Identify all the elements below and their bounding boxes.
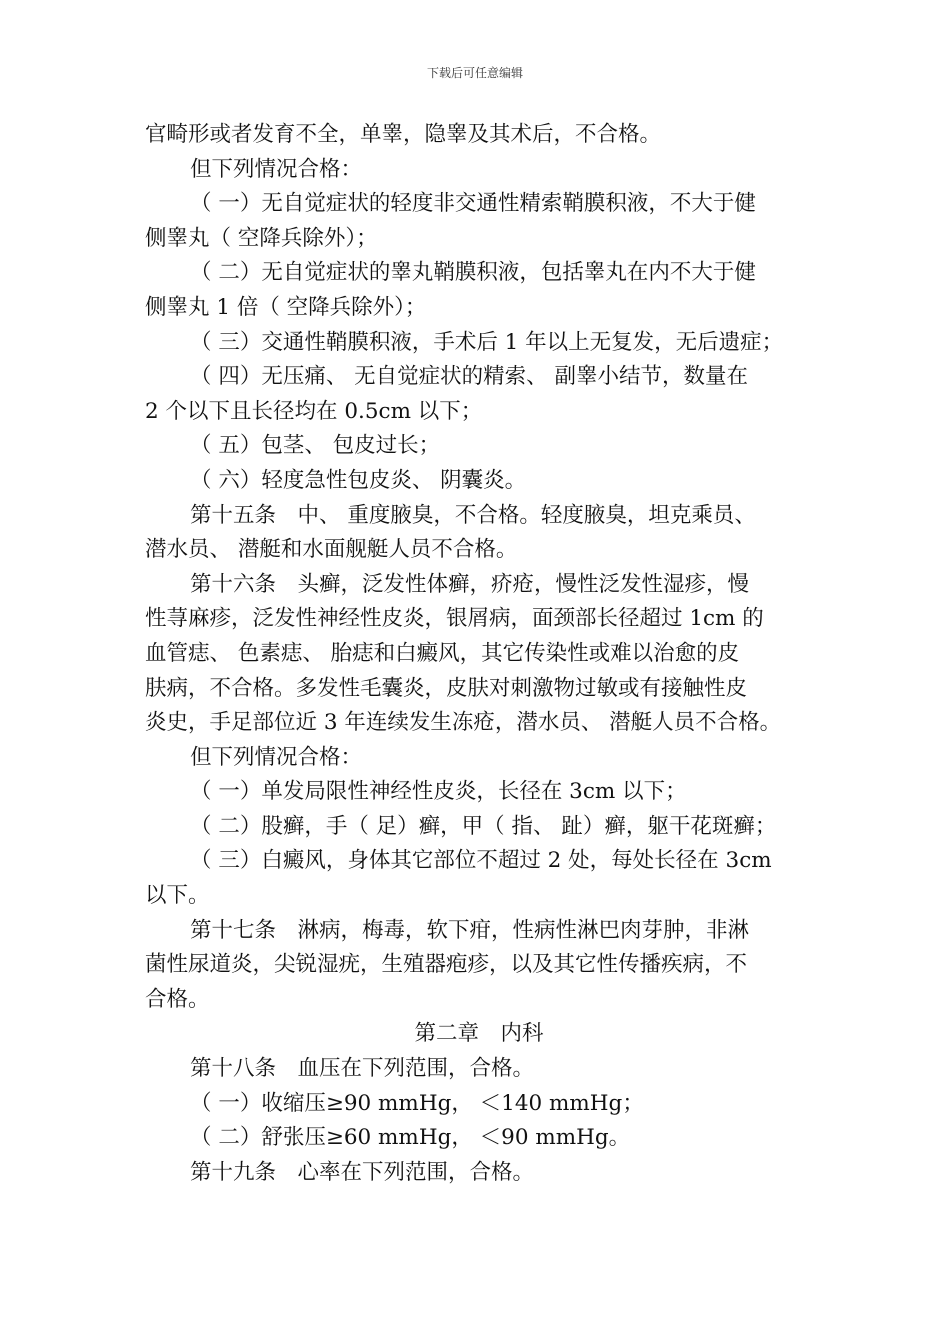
text-line: （ 二）股癣，手（ 足）癣，甲（ 指、 趾）癣，躯干花斑癣； [190,813,777,839]
text-line: 侧睾丸（ 空降兵除外）； [145,225,378,251]
text-line: （ 四）无压痛、 无自觉症状的精索、 副睾小结节，数量在 [190,364,749,390]
text-line: 但下列情况合格： [190,156,363,182]
text-line: 第十六条 头癣，泛发性体癣，疥疮，慢性泛发性湿疹，慢 [190,571,750,597]
text-line: 2 个以下且长径均在 0.5cm 以下； [145,398,483,424]
text-line: 血管痣、 色素痣、 胎痣和白癜风，其它传染性或难以治愈的皮 [145,640,740,666]
text-line: 官畸形或者发育不全，单睾，隐睾及其术后，不合格。 [145,122,662,147]
text-line: （ 二）无自觉症状的睾丸鞘膜积液，包括睾丸在内不大于健 [190,260,756,286]
text-line: （ 三）白癜风，身体其它部位不超过 2 处，每处长径在 3cm [190,848,772,874]
text-line: （ 二）舒张压≥60 mmHg， ＜90 mmHg。 [190,1125,631,1151]
text-line: 第十九条 心率在下列范围，合格。 [190,1159,535,1185]
document-body [145,118,813,1190]
text-line: （ 一）收缩压≥90 mmHg， ＜140 mmHg； [190,1090,644,1116]
text-line: 合格。 [145,986,210,1012]
page-header: 下载后可任意编辑 [426,66,523,80]
text-line: 侧睾丸 1 倍（ 空降兵除外）； [145,294,427,320]
text-line: 肤病，不合格。多发性毛囊炎，皮肤对刺激物过敏或有接触性皮 [145,675,748,701]
text-line: 潜水员、 潜艇和水面舰艇人员不合格。 [145,537,518,563]
text-line: （ 三）交通性鞘膜积液，手术后 1 年以上无复发，无后遗症； [190,329,784,355]
text-line: 但下列情况合格： [190,744,363,770]
text-line: 以下。 [145,883,210,909]
text-line: 菌性尿道炎，尖锐湿疣，生殖器疱疹，以及其它性传播疾病，不 [145,952,748,978]
text-line: 性荨麻疹，泛发性神经性皮炎，银屑病，面颈部长径超过 1cm 的 [145,606,764,632]
text-line: （ 五）包茎、 包皮过长； [190,433,441,459]
text-line: 第十八条 血压在下列范围，合格。 [190,1056,535,1082]
chapter-heading: 第二章 内科 [414,1021,544,1047]
text-line: （ 一）单发局限性神经性皮炎，长径在 3cm 以下； [190,779,687,805]
text-line: 第十七条 淋病，梅毒，软下疳，性病性淋巴肉芽肿，非淋 [190,917,750,943]
text-line: （ 一）无自觉症状的轻度非交通性精索鞘膜积液，不大于健 [190,191,756,217]
text-line: 炎史，手足部位近 3 年连续发生冻疮，潜水员、 潜艇人员不合格。 [145,710,782,736]
text-line: （ 六）轻度急性包皮炎、 阴囊炎。 [190,467,527,493]
text-line: 第十五条 中、 重度腋臭，不合格。轻度腋臭，坦克乘员、 [190,502,756,528]
